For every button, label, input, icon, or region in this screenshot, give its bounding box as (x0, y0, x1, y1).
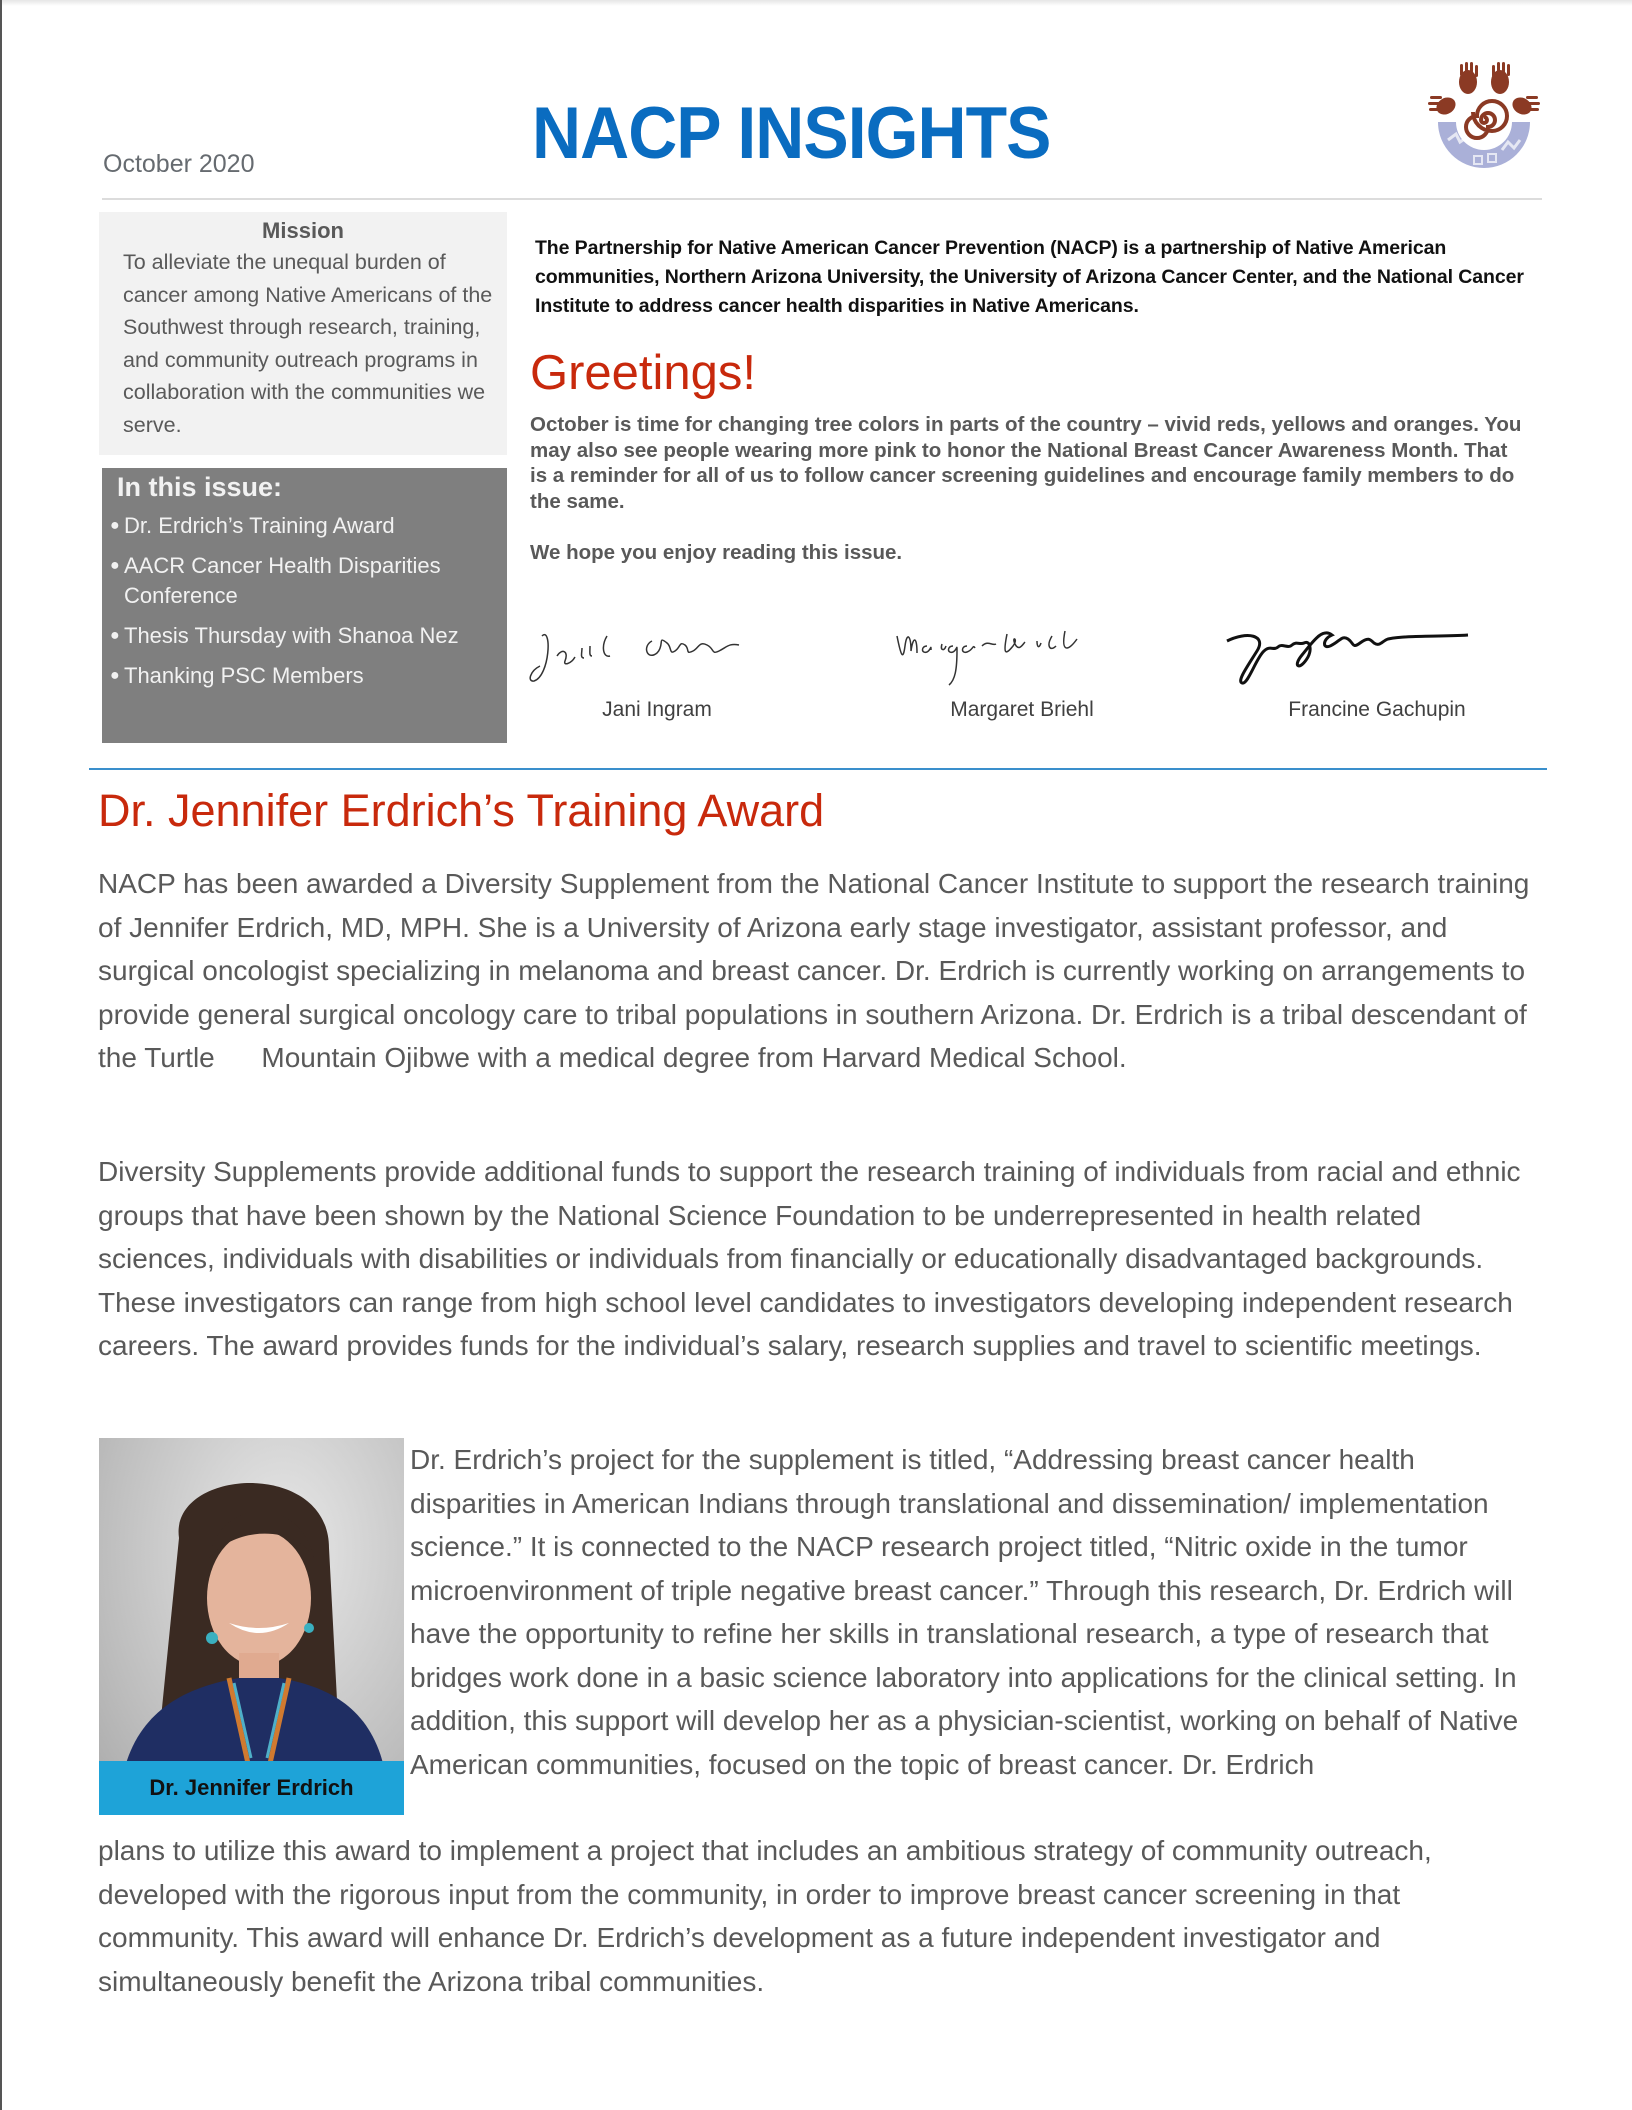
header-divider (102, 198, 1542, 200)
nacp-logo-icon (1424, 60, 1544, 180)
greetings-body (530, 412, 1530, 592)
issue-item-label: Thesis Thursday with Shanoa Nez (124, 623, 459, 648)
issue-item-aacr-conference[interactable] (102, 551, 507, 611)
signature-block (1212, 616, 1542, 722)
signer-name: Margaret Briehl (950, 698, 1094, 721)
article-paragraph: NACP has been awarded a Diversity Supplement from the National Cancer Institute to support the research training of Jennifer Erdrich, MD, MPH. She is a University of Arizona early stage investigator, assistant professor, and surgical oncologist specializing in melanoma and breast cancer. Dr. Erdrich is currently working on arrangements to provide general surgical oncology care to tribal populations in southern Arizona. Dr. Erdrich is a tribal descendant of the Turtle Mountain Ojibwe with a medical degree from Harvard Medical School. (98, 868, 1538, 1073)
in-this-issue-list (102, 511, 507, 691)
issue-date: October 2020 (103, 150, 255, 178)
signature-block (517, 616, 797, 722)
bullet-icon: ● (110, 667, 120, 684)
bullet-icon: ● (110, 627, 120, 644)
section-divider (89, 768, 1547, 770)
bullet-icon: ● (110, 517, 120, 534)
article-title: Dr. Jennifer Erdrich’s Training Award (98, 785, 825, 836)
signature-image (1212, 616, 1542, 696)
in-this-issue-heading: In this issue: (117, 472, 283, 502)
mission-text: To alleviate the unequal burden of cancer among Native Americans of the Southwest through research, training, and community outreach programs in collaboration with the communities we serve. (123, 250, 493, 437)
issue-item-label: Dr. Erdrich’s Training Award (124, 513, 395, 538)
page-top-edge (2, 0, 1632, 6)
greetings-closing: We hope you enjoy reading this issue. (530, 541, 903, 564)
issue-item-training-award[interactable] (102, 511, 507, 541)
signer-name: Jani Ingram (602, 698, 712, 721)
in-this-issue-box (102, 468, 507, 743)
article-paragraph: plans to utilize this award to implement a project that includes an ambitious strategy of community outreach, developed with the rigorous input from the community, in order to improve breast cancer screening in that community. This award will enhance Dr. Erdrich’s development as a future independent investigator and simultaneously benefit the Arizona tribal communities. (98, 1835, 1432, 1997)
newsletter-title: NACP INSIGHTS (532, 93, 1051, 174)
photo-caption: Dr. Jennifer Erdrich (99, 1761, 404, 1815)
signer-name: Francine Gachupin (1288, 698, 1466, 721)
portrait-illustration (99, 1438, 404, 1815)
partnership-intro: The Partnership for Native American Cancer Prevention (NACP) is a partnership of Native American communities, Northern Arizona University, the University of Arizona Cancer Center, and the National Cancer Institute to address cancer health disparities in Native Americans. (535, 237, 1524, 317)
mission-heading: Mission (262, 218, 344, 243)
issue-item-thesis-thursday[interactable] (102, 621, 507, 651)
issue-item-thanking-psc[interactable] (102, 661, 507, 691)
greetings-text: October is time for changing tree colors in parts of the country – vivid reds, yellows and oranges. You may also see people wearing more pink to honor the National Breast Cancer Awareness Month. That is a reminder for all of us to follow cancer screening guidelines and encourage family members to do the same. (530, 413, 1522, 513)
bullet-icon: ● (110, 557, 120, 574)
issue-item-label: Thanking PSC Members (124, 663, 364, 688)
signature-image (887, 616, 1157, 696)
mission-box (99, 212, 507, 455)
erdrich-photo (99, 1438, 404, 1815)
greetings-heading: Greetings! (530, 346, 757, 400)
article-paragraph: Diversity Supplements provide additional funds to support the research training of individuals from racial and ethnic groups that have been shown by the National Science Foundation to be underrepresented in health related sciences, individuals with disabilities or individuals from financially or educationally disadvantaged backgrounds. These investigators can range from high school level candidates to investigators developing independent research careers. The award provides funds for the individual’s salary, research supplies and travel to scientific meetings. (98, 1156, 1521, 1361)
signature-block (887, 616, 1157, 722)
signature-image (517, 616, 797, 696)
article-paragraph: Dr. Erdrich’s project for the supplement is titled, “Addressing breast cancer health disparities in American Indians through translational and dissemination/ implementation science.” It is connected to the NACP research project titled, “Nitric oxide in the tumor microenvironment of triple negative breast cancer.” Through this research, Dr. Erdrich will have the opportunity to refine her skills in translational research, a type of research that bridges work done in a basic science laboratory into applications for the clinical setting. In addition, this support will develop her as a physician-scientist, working on behalf of Native American communities, focused on the topic of breast cancer. Dr. Erdrich (410, 1444, 1519, 1780)
issue-item-label: AACR Cancer Health Disparities Conference (124, 553, 441, 608)
